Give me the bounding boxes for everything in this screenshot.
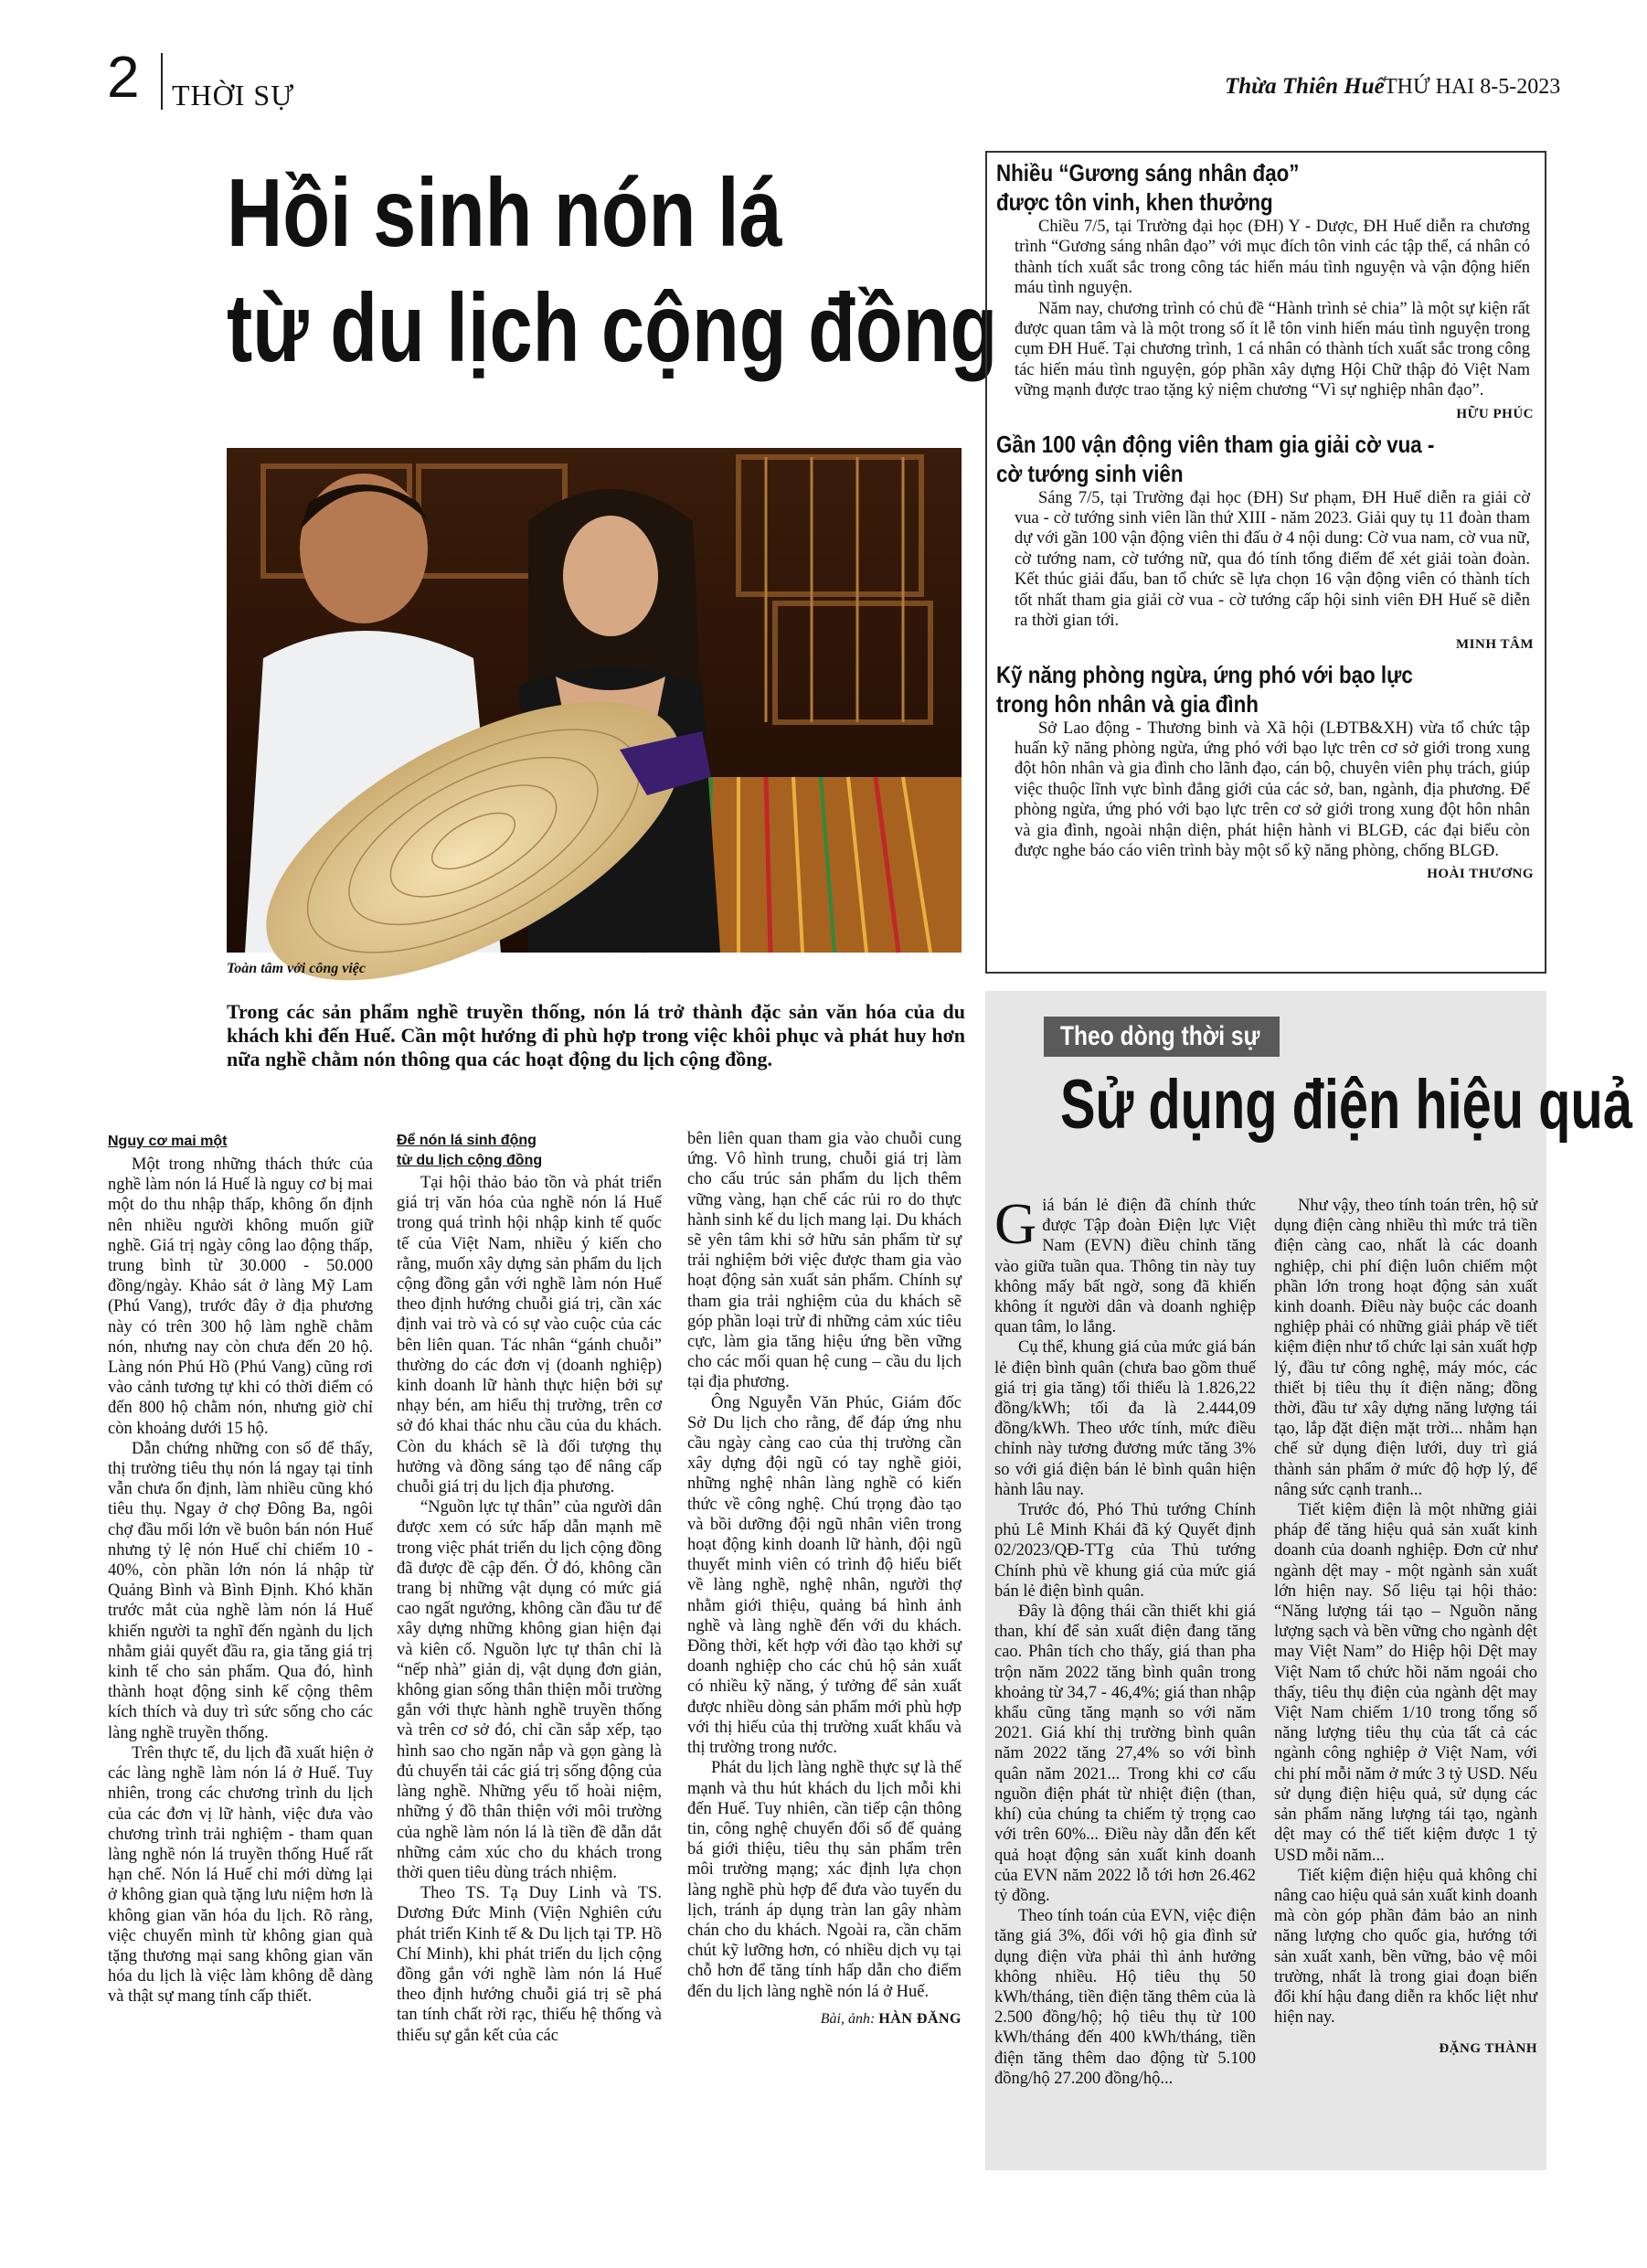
paragraph: Sở Lao động - Thương binh và Xã hội (LĐTB&XH) vừa tổ chức tập huấn kỹ năng phòng ngừa, ứng phó với bạo lực trên cơ sở giới trong xung đột hôn nhân và gia đình cho lãnh đạo, cán bộ, chuyên viên phụ trách, giúp việc thuộc lĩnh vực bình đẳng giới của các sở, ban, ngành, địa phương. Để phòng ngừa, ứng phó với bạo lực trên cơ sở giới trong xung đột hôn nhân và gia đình, ngoài nhận diện, phát hiện hành vi BLGĐ, các đại biểu còn được nghe báo cáo viên trình bày một số kỹ năng phòng, chống BLGĐ. <box>1015 719 1530 860</box>
subhead-revival <box>397 1131 662 1171</box>
article-column-1 <box>108 1129 373 2007</box>
article-byline <box>687 2009 962 2029</box>
paragraph: bên liên quan tham gia vào chuỗi cung ứng. Vô hình trung, chuỗi giá trị làm cho cấu trúc sản phẩm du lịch thêm vững vàng, hạn chế các rủi ro do thực hành sinh kế du lịch mang lại. Du khách sẽ yên tâm khi sở hữu sản phẩm từ sự trải nghiệm bởi việc được tham gia vào hoạt động sản xuất sản phẩm. Chính sự tham gia trải nghiệm của du khách sẽ góp phần loại trừ đi những cảm xúc tiêu cực, làm gia tăng hiệu ứng bền vững cho các mối quan hệ cung – cầu du lịch tại địa phương. <box>687 1130 962 1392</box>
issue-date: THỨ HAI 8-5-2023 <box>1384 75 1561 99</box>
section-name: THỜI SỰ <box>172 79 295 112</box>
brief-title <box>996 430 1533 488</box>
brief-author: HỮU PHÚC <box>1456 406 1534 421</box>
paragraph: Tiết kiệm điện hiệu quả không chỉ nâng cao hiệu quả sản xuất kinh doanh mà còn góp phần đảm bảo an ninh năng lượng cho quốc gia, hướng tới sản xuất xanh, bền vững, bảo vệ môi trường, nhất là trong giai đoạn biến đổi khí hậu đang diễn ra khốc liệt như hiện nay. <box>1274 1866 1537 2028</box>
brief-title-line: Kỹ năng phòng ngừa, ứng phó với bạo lực <box>996 660 1413 688</box>
page-header <box>0 0 1647 119</box>
brief-item <box>987 653 1545 883</box>
header-divider <box>161 53 163 110</box>
paragraph: Đây là động thái cần thiết khi giá than, khí để sản xuất điện đang tăng cao. Phân tích cho thấy, giá than pha trộn năm 2022 tăng bình quân trong khoảng từ 34,7 - 46,4%; giá than nhập khẩu cũng tăng mạnh so với năm 2021. Giá khí thị trường bình quân năm 2022 tăng 27,4% so với bình quân năm 2021... Trong khi cơ cấu nguồn điện phát từ nhiệt điện (than, khí) của chúng ta chiếm tỷ trọng cao với trên 60%... Điều này dẫn đến kết quả hoạt động sản xuất kinh doanh của EVN năm 2022 lỗ tới hơn 26.462 tỷ đồng. <box>994 1603 1256 1905</box>
commentary-column-1 <box>994 1191 1256 2089</box>
drop-cap: G <box>994 1191 1037 1256</box>
brief-title <box>996 158 1533 217</box>
paragraph: Một trong những thách thức của nghề làm nón lá Huế là nguy cơ bị mai một do thu nhập thấp, không ổn định nên nhiều người không muốn giữ nghề. Giá trị ngày công lao động thấp, trung bình từ 30.000 - 50.000 đồng/ngày. Khảo sát ở làng Mỹ Lam (Phú Vang), trước đây ở địa phương này có trên 300 hộ làm nghề chằm nón, nhưng nay còn chưa đến 20 hộ. Làng nón Phú Hồ (Phú Vang) cũng rơi vào cảnh tương tự khi có thời điểm có đến 800 hộ chằm nón, nhưng giờ chỉ còn khoảng dưới 15 hộ. <box>108 1155 373 1438</box>
paragraph-text: iá bán lẻ điện đã chính thức được Tập đoàn Điện lực Việt Nam (EVN) điều chỉnh tăng vào giữa tuần qua. Thông tin này tuy không mấy bất ngờ, song đã khiến không ít người dân và doanh nghiệp quan tâm, lo lắng. <box>994 1197 1256 1337</box>
brief-title-line: trong hôn nhân và gia đình <box>996 689 1259 718</box>
byline-prefix: Bài, ảnh: <box>820 2010 876 2027</box>
photo-illustration <box>227 448 962 953</box>
commentary-box <box>985 991 1632 2170</box>
brief-author: HOÀI THƯƠNG <box>1427 867 1534 882</box>
article-photo <box>227 448 962 953</box>
paper-name: Thừa Thiên Huế <box>1225 74 1385 99</box>
article-title-line2: từ du lịch cộng đồng <box>227 274 998 382</box>
paragraph: Trước đó, Phó Thủ tướng Chính phủ Lê Minh Khái đã ký Quyết định 02/2023/QĐ-TTg của Thủ tướng Chính phủ về khung giá của mức giá bán lẻ điện bình quân. <box>994 1501 1256 1601</box>
paragraph: Tại hội thảo bảo tồn và phát triển giá trị văn hóa của nghề nón lá Huế trong quá trình hội nhập kinh tế quốc tế của Việt Nam, nhiều ý kiến cho rằng, muốn xây dựng sản phẩm du lịch cộng đồng gắn với nghề làm nón Huế theo định hướng chuỗi giá trị, cần xác định vai trò và có sự vào cuộc của các bên liên quan. Tác nhân “gánh chuỗi” thường do các đơn vị (doanh nghiệp) kinh doanh lữ hành thực hiện bởi sự nhạy bén, am hiểu thị trường, trên cơ sở đó khai thác nhu cầu của du khách. Còn du khách sẽ là đối tượng thụ hưởng và đồng sáng tạo để nâng cấp chuỗi giá trị du lịch địa phương. <box>397 1174 662 1497</box>
photo-caption: Toàn tâm với công việc <box>227 961 366 976</box>
commentary-tag-label: Theo dòng thời sự <box>1060 1021 1260 1051</box>
article-column-2 <box>397 1129 662 2046</box>
byline-name: HÀN ĐĂNG <box>878 2010 962 2027</box>
article-title-line1: Hồi sinh nón lá <box>227 159 782 267</box>
brief-title-line: Nhiều “Gương sáng nhân đạo” <box>996 159 1300 186</box>
brief-text <box>996 217 1534 401</box>
brief-title <box>996 660 1533 719</box>
paragraph: Sáng 7/5, tại Trường đại học (ĐH) Sư phạm, ĐH Huế diễn ra giải cờ vua - cờ tướng sinh viên lần thứ XIII - năm 2023. Giải quy tụ 11 đoàn tham dự với gần 100 vận động viên thi đấu ở 4 nội dung: Cờ vua nam, cờ vua nữ, cờ tướng nam, cờ tướng nữ, qua đó tính tổng điểm để xét giải toàn đoàn. Kết thúc giải đấu, ban tổ chức sẽ lựa chọn 16 vận động viên có thành tích tốt nhất tham gia giải cờ vua - cờ tướng cấp hội sinh viên ĐH Huế sẽ diễn ra thời gian tới. <box>1015 488 1530 631</box>
article-lead: Trong các sản phẩm nghề truyền thống, nón lá trở thành đặc sản văn hóa của du khách khi đến Huế. Cần một hướng đi phù hợp trong việc khôi phục và phát huy hơn nữa nghề chằm nón thông qua các hoạt động du lịch cộng đồng. <box>227 1000 965 1070</box>
briefs-box <box>985 151 1546 974</box>
subhead-revival-line2: từ du lịch cộng đồng <box>397 1153 543 1168</box>
brief-title-line: được tôn vinh, khen thưởng <box>996 188 1273 216</box>
commentary-title: Sử dụng điện hiệu quả <box>1060 1066 1632 1144</box>
brief-author: MINH TÂM <box>1456 636 1534 652</box>
paragraph <box>994 1191 1256 1337</box>
brief-title-line: Gần 100 vận động viên tham gia giải cờ vua - <box>996 430 1435 458</box>
paragraph: Như vậy, theo tính toán trên, hộ sử dụng điện càng nhiều thì mức trả tiền điện càng cao, nhất là các doanh nghiệp, chi phí điện luôn chiếm một phần lớn trong hoạt động sản xuất kinh doanh. Điều này buộc các doanh nghiệp phải có những giải pháp về tiết kiệm điện như tổ chức lại sản xuất hợp lý, đầu tư công nghệ, máy móc, các thiết bị tiêu thụ ít điện năng; đồng thời, đầu tư xây dựng năng lượng tái tạo, lắp đặt điện mặt trời... nhằm hạn chế sử dụng điện lưới, duy trì giá thành sản phẩm ở mức độ hợp lý, để nâng sức cạnh tranh... <box>1274 1197 1537 1499</box>
page-number: 2 <box>107 44 140 110</box>
brief-text <box>996 488 1534 632</box>
commentary-tag <box>1044 1017 1280 1057</box>
paragraph: “Nguồn lực tự thân” của người dân được xem có sức hấp dẫn mạnh mẽ trong việc phát triển du lịch cộng đồng đã được đề cập đến. Ở đó, không cần trang bị những vật dụng có mức giá cao ngất ngưởng, không cần đầu tư để xây dựng những không gian hiện đại và kiên cố. Nguồn lực tự thân chỉ là “nếp nhà” giản dị, vật dụng đơn giản, không gian sống thân thiện mỗi trường gắn với thực hành nghề truyền thống và trên cơ sở đó, chỉ cần sắp xếp, tạo hình sao cho ngăn nắp và gọn gàng là đủ chuyển tải các giá trị sống động của làng nghề. Những yếu tố hoài niệm, những ý đồ thân thiện với môi trường của nghề làm nón lá là tiền đề dẫn dắt những cảm xúc cho du khách trong thời quen tiêu dùng trách nhiệm. <box>397 1498 662 1882</box>
brief-item <box>987 158 1545 422</box>
commentary-column-2 <box>1274 1196 1537 2060</box>
brief-item <box>987 422 1545 653</box>
paragraph: Dẫn chứng những con số để thấy, thị trường tiêu thụ nón lá ngay tại tỉnh vẫn chưa ổn định, làm nhiều cũng khó tiêu thụ. Ngay ở chợ Đông Ba, ngôi chợ đầu mối lớn về buôn bán nón Huế nhưng tỷ lệ nón Huế chỉ chiếm 10 - 40%, còn phần lớn nón lá nhập từ Quảng Bình và Bình Định. Khó khăn trước mắt của nghề làm nón lá Huế khiến người ta nghĩ đến ngành du lịch nhằm giải quyết đầu ra, gia tăng giá trị kinh tế cho sản phẩm. Qua đó, hình thành hoạt động sinh kế cộng thêm kích thích và duy trì sức sống cho các làng nghề truyền thống. <box>108 1439 373 1742</box>
article-title <box>227 155 998 386</box>
paragraph: Ông Nguyễn Văn Phúc, Giám đốc Sở Du lịch cho rằng, để đáp ứng nhu cầu ngày càng cao của thị trường cần xây dựng đội ngũ có tay nghề giỏi, những nghệ nhân làng nghề có kiến thức về công nghệ. Chú trọng đào tạo và bồi dưỡng đội ngũ nhân viên trong hoạt động kinh doanh lữ hành, đội ngũ thuyết minh viên có trình độ hiểu biết về làng nghề, nghệ nhân, người thợ nhằm giới thiệu, quảng bá hình ảnh nghề và làng nghề đến với du khách. Đồng thời, kết hợp với đào tạo khởi sự doanh nghiệp cho các chủ hộ sản xuất có nhiều kỹ năng, ý tưởng để sản xuất được nhiều dòng sản phẩm mới phù hợp với thị hiếu của thị trường xuất khẩu và thị trường trong nước. <box>687 1393 962 1758</box>
subhead-revival-line1: Để nón lá sinh động <box>397 1133 537 1148</box>
paragraph: Cụ thể, khung giá của mức giá bán lẻ điện bình quân (chưa bao gồm thuế giá trị gia tăng) tối thiểu là 1.826,22 đồng/kWh; tối đa là 2.444,09 đồng/kWh. Theo ước tính, mức điều chỉnh này tương đương mức tăng 3% so với giá điện bán lẻ bình quân hiện hành lâu nay. <box>994 1338 1256 1499</box>
brief-title-line: cờ tướng sinh viên <box>996 459 1184 487</box>
paragraph: Tiết kiệm điện là một những giải pháp để tăng hiệu quả sản xuất kinh doanh của doanh nghiệp. Đơn cử như ngành dệt may - một ngành sản xuất lớn hiện nay. Số liệu tại hội thảo: “Năng lượng tái tạo – Nguồn năng lượng sạch và bền vững cho ngành dệt may Việt Nam” do Hiệp hội Dệt may Việt Nam tổ chức hồi năm ngoái cho thấy, tiêu thụ điện của ngành dệt may Việt Nam chiếm 1/10 trong tổng số năng lượng tiêu thụ của tất cả các ngành công nghiệp ở Việt Nam, với chi phí mỗi năm ở mức 3 tỷ USD. Nếu sử dụng điện hiệu quả, sử dụng các sản phẩm năng lượng tái tạo, ngành dệt may có thể tiết kiệm được 1 tỷ USD mỗi năm... <box>1274 1501 1537 1865</box>
subhead-risk: Nguy cơ mai một <box>108 1134 228 1149</box>
paragraph: Năm nay, chương trình có chủ đề “Hành trình sẻ chia” là một sự kiện rất được quan tâm và là một trong số ít lễ tôn vinh hiến máu tình nguyện trong cụm ĐH Huế. Tại chương trình, 1 cá nhân có thành tích xuất sắc trong công tác hiến máu tình nguyện, góp phần xây dựng Hội Chữ thập đỏ Việt Nam vững mạnh được trao tặng kỷ niệm chương “Vì sự nghiệp nhân đạo”. <box>1015 299 1530 400</box>
paragraph: Trên thực tế, du lịch đã xuất hiện ở các làng nghề làm nón lá ở Huế. Tuy nhiên, trong các chương trình du lịch của các đơn vị lữ hành, việc đưa vào chương trình trải nghiệm - tham quan làng nghề nón lá truyền thống Huế rất hạn chế. Nón lá Huế chỉ mới dừng lại ở không gian quà tặng lưu niệm hơn là không gian văn hóa du lịch. Rõ ràng, việc chuyển mình từ không gian quà tặng thương mại sang không gian văn hóa du lịch là việc làm không dễ dàng và thật sự mang tính cấp thiết. <box>108 1743 373 2007</box>
brief-text <box>996 719 1534 862</box>
article-column-3 <box>687 1129 962 2029</box>
paragraph: Phát du lịch làng nghề thực sự là thế mạnh và thu hút khách du lịch mỗi khi đến Huế. Tuy nhiên, cần tiếp cận thông tin, công nghệ chuyển đổi số để quảng bá giới thiệu, tiêu thụ sản phẩm trên môi trường mạng; xác định lựa chọn làng nghề phù hợp để đưa vào tuyến du lịch, tránh áp dụng tràn lan gây nhàm chán cho du khách. Ngoài ra, cần chăm chút kỹ lưỡng hơn, có nhiều dịch vụ tại chỗ hơn để tăng tính hấp dẫn cho điểm đến du lịch làng nghề nón lá ở Huế. <box>687 1759 962 2001</box>
paragraph: Theo tính toán của EVN, việc điện tăng giá 3%, đối với hộ gia đình sử dụng điện vừa phải thì ảnh hưởng không nhiều. Hộ tiêu thụ 50 kWh/tháng, tiền điện tăng thêm của là 2.500 đồng/hộ; hộ tiêu thụ từ 100 kWh/tháng đến 400 kWh/tháng, tiền điện tăng thêm dao động từ 5.100 đồng/hộ 27.200 đồng/hộ... <box>994 1907 1256 2088</box>
paragraph: Chiều 7/5, tại Trường đại học (ĐH) Y - Dược, ĐH Huế diễn ra chương trình “Gương sáng nhân đạo” với mục đích tôn vinh các tập thể, cá nhân có thành tích xuất sắc trong công tác hiến máu tình nguyện và vận động hiến máu tình nguyện. <box>1015 218 1530 298</box>
paragraph: Theo TS. Tạ Duy Linh và TS. Dương Đức Minh (Viện Nghiên cứu phát triển Kinh tế & Du lịch tại TP. Hồ Chí Minh), khi phát triển du lịch cộng đồng gắn với nghề làm nón lá Huế theo định hướng chuỗi giá trị sẽ phá tan tính chất rời rạc, thiếu hệ thống và thiếu sự gắn kết của các <box>397 1884 662 2045</box>
commentary-author: ĐẶNG THÀNH <box>1439 2041 1537 2057</box>
